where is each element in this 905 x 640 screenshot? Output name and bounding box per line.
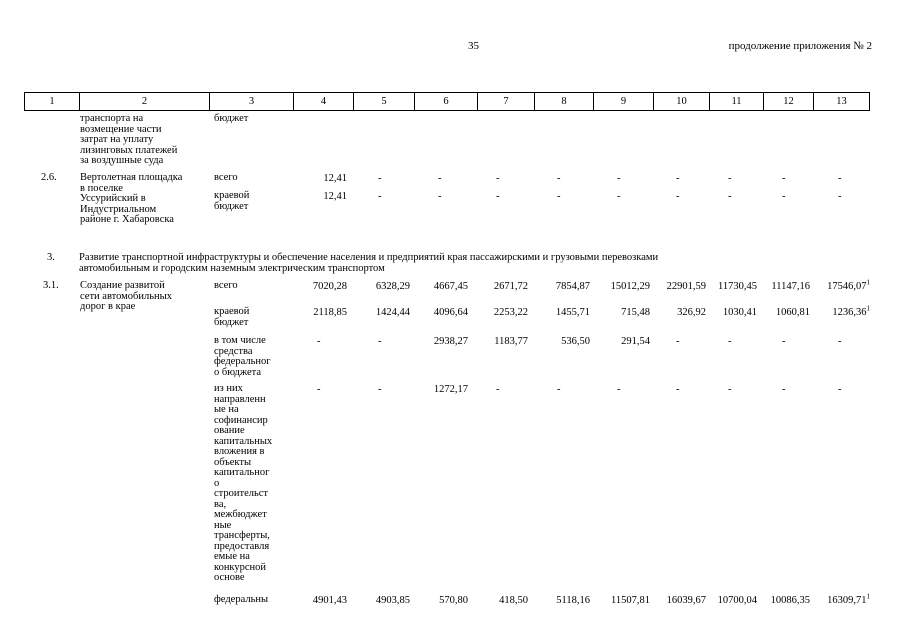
row-number: 3.1. (43, 280, 59, 291)
text-line: бюджет (214, 316, 249, 328)
value-cell: 2671,72 (493, 281, 528, 292)
value-cell: - (496, 173, 500, 184)
value-cell: 418,50 (499, 595, 528, 606)
value-cell: - (676, 191, 680, 202)
value-cell: - (838, 384, 842, 395)
text-line: трансферты, (214, 530, 270, 541)
text-line: основе (214, 572, 245, 583)
continued-source: бюджет (214, 113, 249, 124)
text-line: дорог в крае (80, 301, 136, 312)
row-number: 2.6. (41, 172, 57, 183)
header-cell: 7 (478, 93, 535, 111)
section-number: 3. (47, 252, 55, 263)
value-cell: 2253,22 (493, 307, 528, 318)
value-cell: 16039,67 (666, 595, 706, 606)
section-title-line: Развитие транспортной инфраструктуры и обеспечение населения и предприятий края пассажирскими и грузовыми перевозками (79, 252, 659, 263)
header-cell: 1 (25, 93, 80, 111)
value-cell: 11730,45 (718, 281, 757, 292)
value-cell: 4901,43 (312, 595, 347, 606)
source-label: всего (214, 280, 238, 291)
text-line: конкурсной (214, 561, 267, 573)
text-line: федеральног (214, 356, 271, 367)
header-cell: 4 (294, 93, 354, 111)
header-cell: 13 (814, 93, 870, 111)
text-line: лизинговых платежей (80, 144, 178, 156)
header-cell: 3 (210, 93, 294, 111)
text-line: в поселке (80, 182, 123, 194)
value-cell: 15012,29 (610, 281, 650, 292)
value-cell: - (378, 336, 382, 347)
header-cell: 10 (654, 93, 710, 111)
row-name (80, 281, 172, 313)
value-cell: 11147,16 (771, 281, 810, 292)
value-cell: 22901,59 (666, 281, 706, 292)
text-line: сети автомобильных (80, 290, 172, 302)
value-cell: 291,54 (621, 336, 650, 347)
value-cell: 1236,36$^1$ (832, 304, 870, 318)
source-label (214, 191, 249, 212)
value-cell: - (728, 191, 732, 202)
source-label (214, 336, 271, 378)
text-line: затрат на уплату (80, 134, 154, 145)
value-cell: 4096,64 (433, 307, 468, 318)
footnote-mark: 1 (866, 278, 870, 287)
value-cell: 10700,04 (717, 595, 757, 606)
text-line: районе г. Хабаровска (80, 214, 174, 225)
value-cell: 2118,85 (313, 307, 347, 318)
text-line: направленн (214, 393, 266, 405)
source-label: всего (214, 172, 238, 183)
value-cell: 16309,71$^1$ (827, 592, 870, 606)
value-cell: 1183,77 (494, 336, 528, 347)
value-cell: - (317, 384, 321, 395)
value-cell: - (676, 384, 680, 395)
value-cell: - (557, 384, 561, 395)
value-cell: 536,50 (561, 336, 590, 347)
value-cell: - (317, 336, 321, 347)
text-line: Индустриальном (80, 203, 157, 215)
text-line: софинансир (214, 414, 268, 426)
continued-name (80, 114, 177, 167)
value-cell: 1030,41 (722, 307, 757, 318)
text-line: межбюджет (214, 509, 267, 520)
source-label: федеральны (214, 594, 269, 605)
text-line: ва, (214, 498, 227, 510)
value-cell: - (496, 191, 500, 202)
text-line: строительст (214, 488, 269, 499)
value-cell: - (838, 173, 842, 184)
header-row (25, 93, 870, 111)
value-cell: - (617, 384, 621, 395)
text-line: ование (214, 425, 245, 436)
value-cell: - (557, 191, 561, 202)
value-cell: - (838, 336, 842, 347)
text-line: из них (214, 383, 243, 394)
value-cell: 1424,44 (375, 307, 410, 318)
text-line: предоставля (214, 540, 270, 552)
header-cell: 6 (415, 93, 478, 111)
value-cell: 1272,17 (433, 384, 468, 395)
value-cell: 7020,28 (312, 281, 347, 292)
value-cell: 326,92 (677, 307, 706, 318)
value-cell: 10086,35 (770, 595, 810, 606)
value-cell: 17546,07$^1$ (827, 278, 870, 292)
value-cell: 12,41 (323, 173, 347, 184)
value-cell: 7854,87 (555, 281, 590, 292)
source-label (214, 384, 272, 584)
value-cell: - (378, 191, 382, 202)
text-line: в том числе (214, 335, 266, 346)
value-cell: - (378, 384, 382, 395)
footnote-mark: 1 (866, 592, 870, 601)
source-label (214, 307, 249, 328)
header-cell: 2 (80, 93, 210, 111)
text-line: средства (214, 345, 253, 357)
value-cell: 4903,85 (375, 595, 410, 606)
value-cell: - (557, 173, 561, 184)
row-name (80, 173, 182, 226)
footnote-mark: 1 (866, 304, 870, 313)
value-cell: - (676, 173, 680, 184)
continuation-caption: продолжение приложения № 2 (728, 40, 872, 52)
header-cell: 5 (354, 93, 415, 111)
text-line: Уссурийский в (80, 193, 146, 204)
text-line: о (214, 477, 220, 489)
value-cell: - (728, 173, 732, 184)
value-cell: 1455,71 (555, 307, 590, 318)
value-cell: - (782, 173, 786, 184)
value-cell: 1060,81 (775, 307, 810, 318)
text-line: ные (214, 519, 232, 531)
value-cell: - (438, 173, 442, 184)
value-cell: 5118,16 (556, 595, 590, 606)
value-cell: - (617, 173, 621, 184)
text-line: капитальног (214, 467, 270, 478)
value-cell: - (438, 191, 442, 202)
text-line: за воздушные суда (80, 155, 164, 166)
header-cell: 9 (594, 93, 654, 111)
text-line: Создание развитой (80, 280, 165, 291)
text-line: возмещение части (80, 123, 162, 135)
value-cell: 570,80 (439, 595, 468, 606)
text-line: о бюджета (214, 366, 262, 378)
text-line: вложения в (214, 446, 265, 457)
text-line: ые на (214, 404, 239, 415)
text-line: транспорта на (80, 113, 144, 124)
text-line: емые на (214, 551, 250, 562)
value-cell: - (838, 191, 842, 202)
column-header-table (24, 92, 870, 111)
section-title-line: автомобильным и городским наземным электрическим транспортом (79, 263, 385, 274)
header-cell: 12 (764, 93, 814, 111)
value-cell: - (496, 384, 500, 395)
page-number: 35 (468, 40, 479, 52)
text-line: капитальных (214, 435, 273, 447)
value-cell: - (378, 173, 382, 184)
value-cell: - (617, 191, 621, 202)
value-cell: 715,48 (621, 307, 650, 318)
text-line: краевой (214, 306, 250, 317)
value-cell: 12,41 (323, 191, 347, 202)
value-cell: - (782, 384, 786, 395)
value-cell: 2938,27 (433, 336, 468, 347)
text-line: Вертолетная площадка (80, 172, 183, 183)
header-cell: 8 (535, 93, 594, 111)
value-cell: - (728, 384, 732, 395)
value-cell: - (782, 336, 786, 347)
text-line: бюджет (214, 200, 249, 212)
text-line: краевой (214, 190, 250, 201)
value-cell: 4667,45 (433, 281, 468, 292)
text-line: объекты (214, 456, 252, 468)
value-cell: 6328,29 (375, 281, 410, 292)
header-cell: 11 (710, 93, 764, 111)
value-cell: - (782, 191, 786, 202)
value-cell: 11507,81 (611, 595, 650, 606)
value-cell: - (728, 336, 732, 347)
value-cell: - (676, 336, 680, 347)
